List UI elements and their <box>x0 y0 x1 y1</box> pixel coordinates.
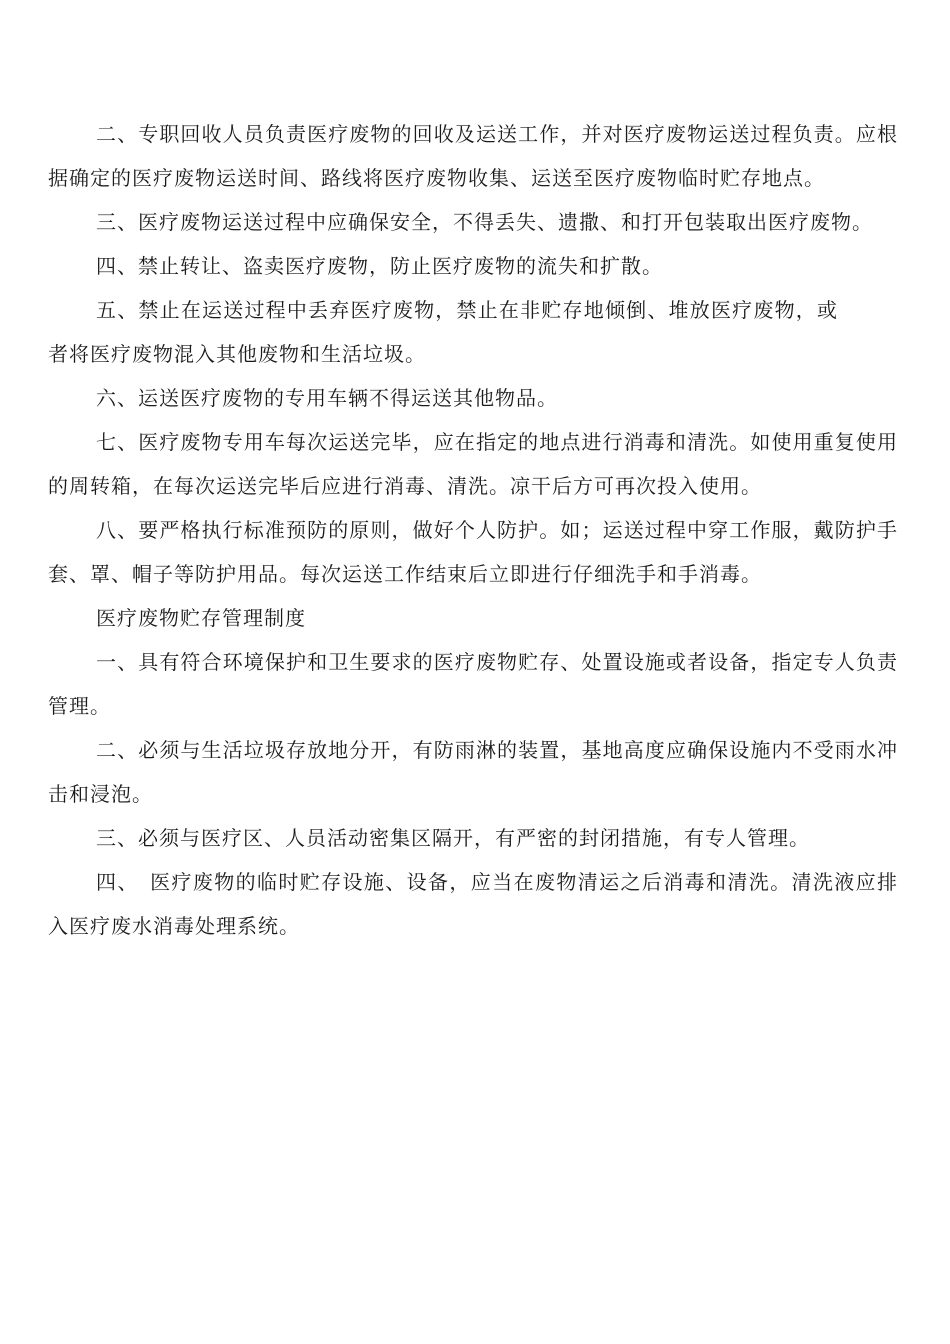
paragraph: 五、禁止在运送过程中丢弃医疗废物，禁止在非贮存地倾倒、堆放医疗废物，或者将医疗废物混入其他废物和生活垃圾。 <box>48 298 838 366</box>
paragraph: 四、禁止转让、盗卖医疗废物，防止医疗废物的流失和扩散。 <box>96 254 663 278</box>
paragraph: 四、 医疗废物的临时贮存设施、设备，应当在废物清运之后消毒和清洗。清洗液应排入医疗废水消毒处理系统。 <box>48 870 898 938</box>
paragraph: 二、必须与生活垃圾存放地分开，有防雨淋的装置，基地高度应确保设施内不受雨水冲击和浸泡。 <box>48 738 898 806</box>
paragraph: 三、医疗废物运送过程中应确保安全，不得丢失、遗撒、和打开包装取出医疗废物。 <box>96 210 873 234</box>
paragraph: 三、必须与医疗区、人员活动密集区隔开，有严密的封闭措施，有专人管理。 <box>96 826 810 850</box>
paragraph: 七、医疗废物专用车每次运送完毕，应在指定的地点进行消毒和清洗。如使用重复使用的周转箱，在每次运送完毕后应进行消毒、清洗。凉干后方可再次投入使用。 <box>48 430 898 498</box>
paragraph: 八、要严格执行标准预防的原则，做好个人防护。如；运送过程中穿工作服，戴防护手套、罩、帽子等防护用品。每次运送工作结束后立即进行仔细洗手和手消毒。 <box>48 518 898 586</box>
section-title: 医疗废物贮存管理制度 <box>96 606 306 630</box>
paragraph: 六、运送医疗废物的专用车辆不得运送其他物品。 <box>96 386 558 410</box>
paragraph: 一、具有符合环境保护和卫生要求的医疗废物贮存、处置设施或者设备，指定专人负责管理。 <box>48 650 898 718</box>
document-body <box>48 112 898 948</box>
paragraph: 二、专职回收人员负责医疗废物的回收及运送工作，并对医疗废物运送过程负责。应根据确定的医疗废物运送时间、路线将医疗废物收集、运送至医疗废物临时贮存地点。 <box>48 122 898 190</box>
